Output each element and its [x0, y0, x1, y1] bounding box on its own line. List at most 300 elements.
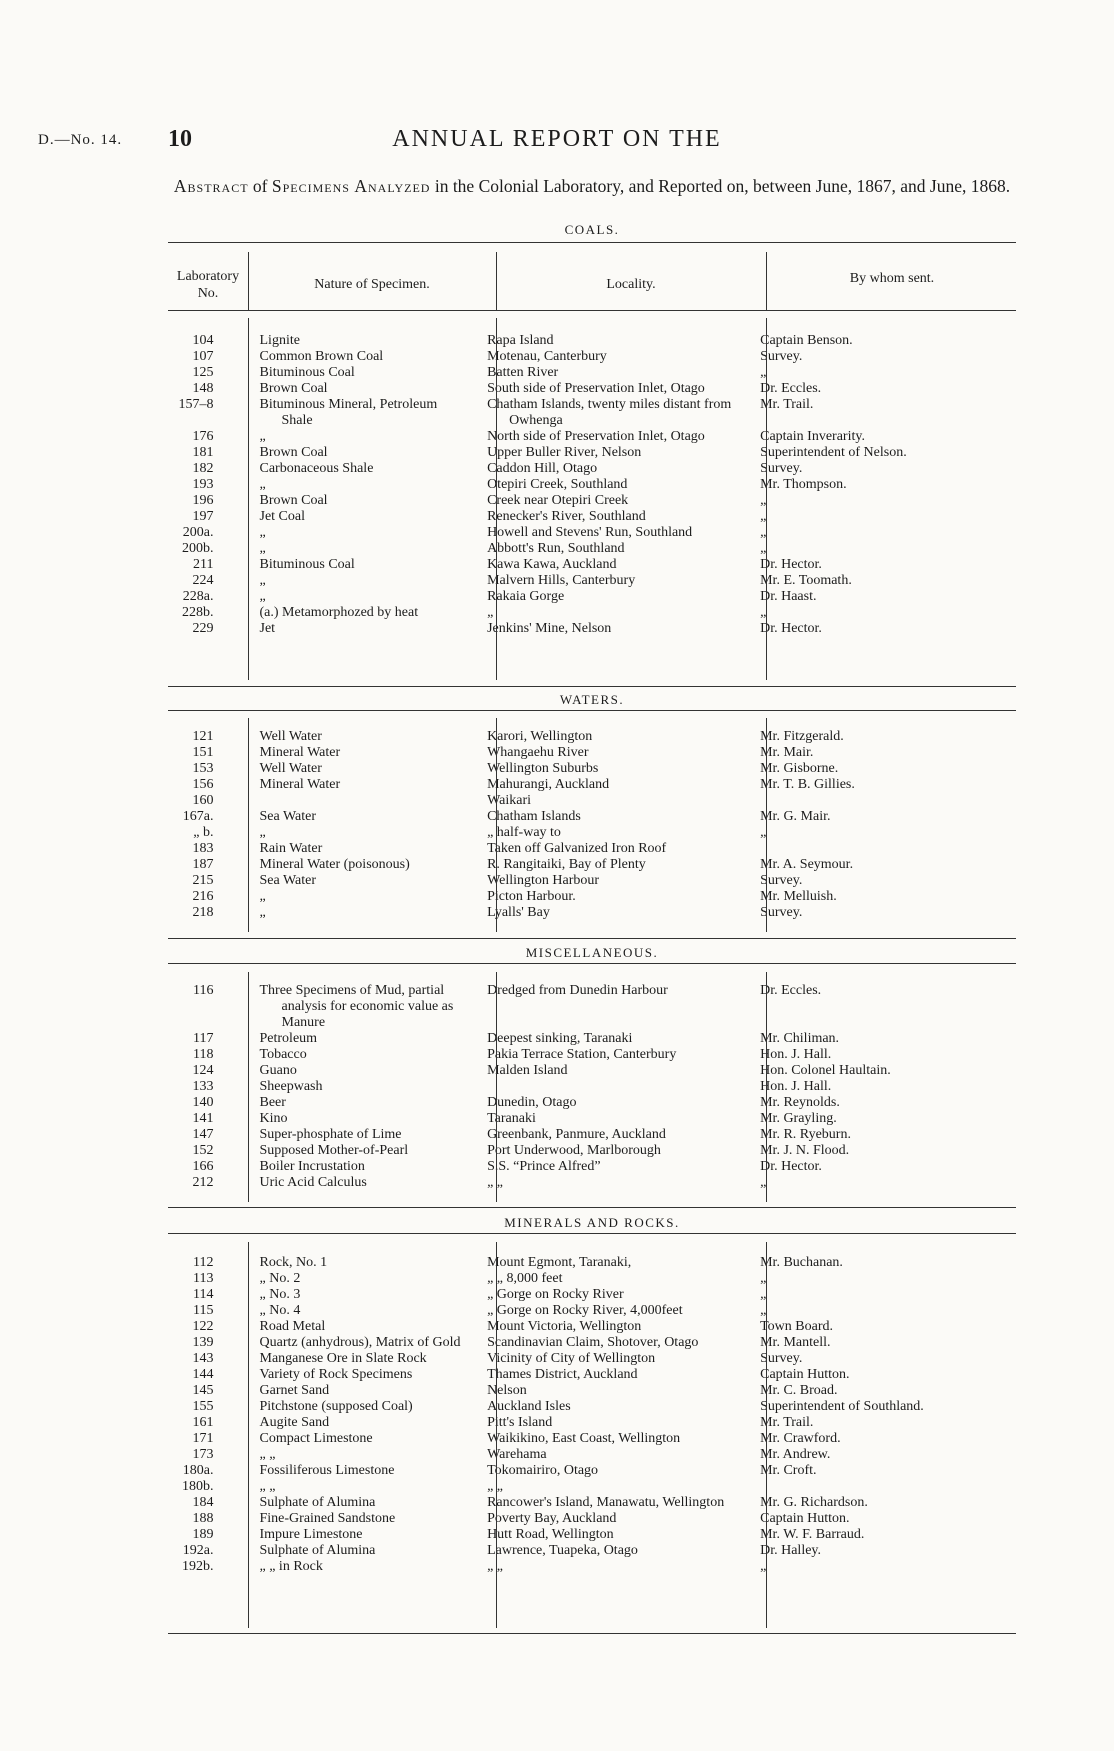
- locality-cell: Upper Buller River, Nelson: [487, 445, 642, 460]
- section-title-minerals: MINERALS AND ROCKS.: [504, 1215, 680, 1230]
- nature-cell: Compact Limestone: [259, 1431, 373, 1446]
- vrule-waters-1: [248, 718, 249, 932]
- locality-cell: „ „: [487, 1479, 503, 1494]
- table-row: [168, 1511, 1016, 1527]
- table-row: [168, 761, 1016, 777]
- lab-number-cell: 104: [192, 333, 214, 348]
- nature-cell: Lignite: [259, 333, 300, 348]
- nature-cell: Manganese Ore in Slate Rock: [259, 1351, 427, 1366]
- lab-number-cell: 183: [192, 841, 214, 856]
- lab-number-cell: 224: [192, 573, 214, 588]
- lab-number-cell: 156: [192, 777, 214, 792]
- document-reference: D.—No. 14.: [38, 132, 123, 148]
- lab-number-cell: 215: [192, 873, 214, 888]
- lab-number-cell: 161: [192, 1415, 214, 1430]
- locality-cell: Waikikino, East Coast, Wellington: [487, 1431, 681, 1446]
- nature-cell: Beer: [259, 1095, 286, 1110]
- lab-number-cell: 229: [192, 621, 214, 636]
- vrule-misc-3: [766, 972, 767, 1202]
- sender-cell: Dr. Halley.: [760, 1543, 822, 1558]
- locality-cell: Mount Victoria, Wellington: [487, 1319, 642, 1334]
- lab-number-cell: 147: [192, 1127, 214, 1142]
- sender-cell: Dr. Hector.: [760, 557, 822, 572]
- locality-cell: Waikari: [487, 793, 532, 808]
- lab-number-cell: 176: [192, 429, 214, 444]
- locality-cell: Rancower's Island, Manawatu, Wellington: [487, 1495, 725, 1510]
- lab-number-cell: 192a.: [182, 1543, 214, 1558]
- nature-cell: Bituminous Mineral, Petroleum Shale: [259, 397, 438, 428]
- nature-cell: Supposed Mother-of-Pearl: [259, 1143, 409, 1158]
- sender-cell: Dr. Eccles.: [760, 381, 822, 396]
- lab-number-cell: 133: [192, 1079, 214, 1094]
- sender-cell: Captain Benson.: [760, 333, 853, 348]
- sender-cell: „: [760, 605, 767, 620]
- table-row: [168, 1415, 1016, 1431]
- locality-cell: Scandinavian Claim, Shotover, Otago: [487, 1335, 699, 1350]
- table-row: [168, 1271, 1016, 1287]
- locality-cell: Deepest sinking, Taranaki: [487, 1031, 633, 1046]
- lab-number-cell: 151: [192, 745, 214, 760]
- table-row: [168, 793, 1016, 809]
- sender-cell: Survey.: [760, 349, 803, 364]
- sender-cell: „: [760, 525, 767, 540]
- locality-cell: „ „: [487, 1175, 503, 1190]
- sender-cell: Mr. C. Broad.: [760, 1383, 838, 1398]
- vrule-header-1: [248, 252, 249, 310]
- table-row: [168, 1127, 1016, 1143]
- table-row: [168, 621, 1016, 637]
- table-row: [168, 381, 1016, 397]
- section-title-coals: COALS.: [564, 222, 620, 237]
- lab-number-cell: 200a.: [182, 525, 214, 540]
- locality-cell: Nelson: [487, 1383, 527, 1398]
- vrule-waters-2: [496, 718, 497, 932]
- locality-cell: Caddon Hill, Otago: [487, 461, 598, 476]
- table-row: [168, 905, 1016, 921]
- vrule-waters-3: [766, 718, 767, 932]
- locality-cell: North side of Preservation Inlet, Otago: [487, 429, 705, 444]
- nature-cell: „ „ in Rock: [259, 1559, 323, 1574]
- nature-cell: Mineral Water (poisonous): [259, 857, 410, 872]
- vrule-header-2: [496, 252, 497, 310]
- table-row: [168, 1175, 1016, 1191]
- lab-number-cell: 193: [192, 477, 214, 492]
- table-row: [168, 1319, 1016, 1335]
- lab-number-cell: 187: [192, 857, 214, 872]
- nature-cell: „: [259, 573, 266, 588]
- lab-number-cell: 184: [192, 1495, 214, 1510]
- nature-cell: Augite Sand: [259, 1415, 330, 1430]
- locality-cell: Abbott's Run, Southland: [487, 541, 625, 556]
- locality-cell: Lyalls' Bay: [487, 905, 550, 920]
- nature-cell: Bituminous Coal: [259, 365, 355, 380]
- lab-number-cell: „ b.: [193, 825, 214, 840]
- locality-cell: Greenbank, Panmure, Auckland: [487, 1127, 666, 1142]
- sender-cell: „: [760, 1559, 767, 1574]
- lab-number-cell: 113: [193, 1271, 214, 1286]
- nature-cell: Sea Water: [259, 809, 317, 824]
- nature-cell: „ No. 3: [259, 1287, 301, 1302]
- lab-number-cell: 155: [192, 1399, 214, 1414]
- table-row: [168, 525, 1016, 541]
- lab-number-cell: 121: [192, 729, 214, 744]
- lab-number-cell: 173: [192, 1447, 214, 1462]
- lab-number-cell: 116: [193, 983, 214, 998]
- nature-cell: „: [259, 825, 266, 840]
- nature-cell: Road Metal: [259, 1319, 326, 1334]
- nature-cell: Well Water: [259, 729, 322, 744]
- sender-cell: Mr. Thompson.: [760, 477, 847, 492]
- table-row: [168, 889, 1016, 905]
- sender-cell: „: [760, 1287, 767, 1302]
- locality-cell: South side of Preservation Inlet, Otago: [487, 381, 705, 396]
- locality-cell: Malden Island: [487, 1063, 568, 1078]
- lab-number-cell: 216: [192, 889, 214, 904]
- lab-number-cell: 145: [192, 1383, 214, 1398]
- nature-cell: Common Brown Coal: [259, 349, 384, 364]
- sender-cell: Hon. J. Hall.: [760, 1047, 832, 1062]
- coals-table: [168, 333, 1016, 637]
- table-row: [168, 573, 1016, 589]
- locality-cell: „: [487, 605, 494, 620]
- table-row: [168, 509, 1016, 525]
- sender-cell: Mr. Gisborne.: [760, 761, 839, 776]
- vrule-header-3: [766, 252, 767, 310]
- column-header-lab-no: Laboratory No.: [176, 269, 240, 301]
- table-row: [168, 557, 1016, 573]
- nature-cell: Kino: [259, 1111, 288, 1126]
- page-number: 10: [168, 126, 192, 152]
- nature-cell: Brown Coal: [259, 493, 328, 508]
- sender-cell: Mr. Melluish.: [760, 889, 837, 904]
- sender-cell: Mr. R. Ryeburn.: [760, 1127, 851, 1142]
- sender-cell: Captain Hutton.: [760, 1367, 850, 1382]
- misc-bottom-rule: [168, 1207, 1016, 1208]
- table-row: [168, 1159, 1016, 1175]
- table-row: [168, 1095, 1016, 1111]
- locality-cell: Tokomairiro, Otago: [487, 1463, 599, 1478]
- table-row: [168, 1367, 1016, 1383]
- sender-cell: Captain Inverarity.: [760, 429, 865, 444]
- sender-cell: Town Board.: [760, 1319, 834, 1334]
- sender-cell: Mr. G. Mair.: [760, 809, 831, 824]
- table-row: [168, 809, 1016, 825]
- nature-cell: „ No. 2: [259, 1271, 301, 1286]
- sender-cell: Dr. Hector.: [760, 621, 822, 636]
- nature-cell: „ „: [259, 1479, 276, 1494]
- minerals-top-rule: [168, 1233, 1016, 1234]
- nature-cell: „: [259, 429, 266, 444]
- sender-cell: Survey.: [760, 905, 803, 920]
- sender-cell: Mr. Trail.: [760, 397, 814, 412]
- sender-cell: „: [760, 1175, 767, 1190]
- table-bottom-rule: [168, 1633, 1016, 1634]
- locality-cell: Dunedin, Otago: [487, 1095, 577, 1110]
- nature-cell: Guano: [259, 1063, 297, 1078]
- locality-cell: Warehama: [487, 1447, 547, 1462]
- nature-cell: Fine-Grained Sandstone: [259, 1511, 396, 1526]
- vrule-coals-1: [248, 318, 249, 680]
- locality-cell: „ half-way to: [487, 825, 561, 840]
- coals-bottom-rule: [168, 686, 1016, 687]
- column-header-locality: Locality.: [606, 277, 656, 292]
- nature-cell: Tobacco: [259, 1047, 307, 1062]
- table-row: [168, 1031, 1016, 1047]
- lab-number-cell: 140: [192, 1095, 214, 1110]
- table-row: [168, 1287, 1016, 1303]
- nature-cell: Uric Acid Calculus: [259, 1175, 367, 1190]
- table-top-rule: [168, 242, 1016, 243]
- sender-cell: Mr. Trail.: [760, 1415, 814, 1430]
- locality-cell: Malvern Hills, Canterbury: [487, 573, 636, 588]
- sender-cell: Mr. Reynolds.: [760, 1095, 840, 1110]
- lab-number-cell: 171: [192, 1431, 214, 1446]
- nature-cell: Mineral Water: [259, 745, 341, 760]
- table-row: [168, 429, 1016, 445]
- lab-number-cell: 200b.: [182, 541, 214, 556]
- table-row: [168, 1399, 1016, 1415]
- sender-cell: Mr. J. N. Flood.: [760, 1143, 850, 1158]
- table-row: [168, 397, 1016, 429]
- nature-cell: Three Specimens of Mud, partial analysis for economic value as Manure: [259, 983, 454, 1030]
- locality-cell: Thames District, Auckland: [487, 1367, 638, 1382]
- table-row: [168, 1143, 1016, 1159]
- sender-cell: Mr. Buchanan.: [760, 1255, 843, 1270]
- lab-number-cell: 124: [192, 1063, 214, 1078]
- locality-cell: Picton Harbour.: [487, 889, 576, 904]
- misc-top-rule: [168, 963, 1016, 964]
- vrule-misc-1: [248, 972, 249, 1202]
- nature-cell: „: [259, 541, 266, 556]
- locality-cell: Chatham Islands, twenty miles distant from Owhenga: [487, 397, 732, 428]
- lab-number-cell: 166: [192, 1159, 214, 1174]
- table-row: [168, 1463, 1016, 1479]
- locality-cell: Auckland Isles: [487, 1399, 571, 1414]
- vrule-coals-2: [496, 318, 497, 680]
- lab-number-cell: 180b.: [182, 1479, 214, 1494]
- locality-cell: „ Gorge on Rocky River, 4,000feet: [487, 1303, 683, 1318]
- sender-cell: Mr. Chiliman.: [760, 1031, 840, 1046]
- vrule-misc-2: [496, 972, 497, 1202]
- locality-cell: Jenkins' Mine, Nelson: [487, 621, 612, 636]
- locality-cell: Mahurangi, Auckland: [487, 777, 610, 792]
- nature-cell: Garnet Sand: [259, 1383, 330, 1398]
- table-row: [168, 365, 1016, 381]
- sender-cell: Mr. E. Toomath.: [760, 573, 852, 588]
- lab-number-cell: 107: [192, 349, 214, 364]
- page-title: ANNUAL REPORT ON THE: [392, 126, 722, 152]
- locality-cell: Mount Egmont, Taranaki,: [487, 1255, 632, 1270]
- table-row: [168, 1527, 1016, 1543]
- lab-number-cell: 218: [192, 905, 214, 920]
- sender-cell: Mr. Fitzgerald.: [760, 729, 844, 744]
- locality-cell: „ „: [487, 1559, 503, 1574]
- table-row: [168, 1111, 1016, 1127]
- nature-cell: Sulphate of Alumina: [259, 1543, 376, 1558]
- locality-cell: Dredged from Dunedin Harbour: [487, 983, 668, 998]
- sender-cell: Dr. Eccles.: [760, 983, 822, 998]
- locality-cell: S.S. “Prince Alfred”: [487, 1159, 601, 1174]
- lab-number-cell: 197: [192, 509, 214, 524]
- nature-cell: Sea Water: [259, 873, 317, 888]
- locality-cell: Creek near Otepiri Creek: [487, 493, 629, 508]
- sender-cell: Mr. Grayling.: [760, 1111, 837, 1126]
- sender-cell: „: [760, 493, 767, 508]
- lab-number-cell: 189: [192, 1527, 214, 1542]
- table-row: [168, 729, 1016, 745]
- lab-number-cell: 117: [193, 1031, 214, 1046]
- locality-cell: Batten River: [487, 365, 559, 380]
- page-header: [0, 126, 1114, 156]
- section-title-miscellaneous: MISCELLANEOUS.: [525, 945, 659, 960]
- sender-cell: Survey.: [760, 461, 803, 476]
- table-row: [168, 825, 1016, 841]
- sender-cell: „: [760, 1271, 767, 1286]
- nature-cell: Boiler Incrustation: [259, 1159, 365, 1174]
- sender-cell: Mr. T. B. Gillies.: [760, 777, 855, 792]
- locality-cell: Hutt Road, Wellington: [487, 1527, 614, 1542]
- sender-cell: Superintendent of Nelson.: [760, 445, 907, 460]
- locality-cell: Taranaki: [487, 1111, 536, 1126]
- lab-number-cell: 196: [192, 493, 214, 508]
- lab-number-cell: 181: [192, 445, 214, 460]
- lab-number-cell: 182: [192, 461, 214, 476]
- table-row: [168, 1255, 1016, 1271]
- nature-cell: Super-phosphate of Lime: [259, 1127, 402, 1142]
- sender-cell: „: [760, 541, 767, 556]
- table-row: [168, 461, 1016, 477]
- nature-cell: „ „: [259, 1447, 276, 1462]
- sender-cell: Superintendent of Southland.: [760, 1399, 924, 1414]
- abstract-specimens: Specimens Analyzed: [271, 176, 431, 196]
- table-row: [168, 1479, 1016, 1495]
- locality-cell: R. Rangitaiki, Bay of Plenty: [487, 857, 646, 872]
- sender-cell: Mr. Andrew.: [760, 1447, 831, 1462]
- sender-cell: Dr. Hector.: [760, 1159, 822, 1174]
- locality-cell: Renecker's River, Southland: [487, 509, 646, 524]
- sender-cell: Survey.: [760, 873, 803, 888]
- table-row: [168, 1063, 1016, 1079]
- vrule-minerals-1: [248, 1242, 249, 1628]
- locality-cell: Wellington Suburbs: [487, 761, 599, 776]
- sender-cell: Survey.: [760, 1351, 803, 1366]
- nature-cell: „: [259, 905, 266, 920]
- nature-cell: Impure Limestone: [259, 1527, 363, 1542]
- locality-cell: Pitt's Island: [487, 1415, 553, 1430]
- lab-number-cell: 188: [192, 1511, 214, 1526]
- nature-cell: Rain Water: [259, 841, 323, 856]
- sender-cell: Mr. W. F. Barraud.: [760, 1527, 865, 1542]
- locality-cell: Rakaia Gorge: [487, 589, 565, 604]
- lab-number-cell: 139: [192, 1335, 214, 1350]
- lab-number-cell: 180a.: [182, 1463, 214, 1478]
- locality-cell: „ „ 8,000 feet: [487, 1271, 563, 1286]
- nature-cell: Petroleum: [259, 1031, 318, 1046]
- table-row: [168, 1559, 1016, 1575]
- header-bottom-rule: [168, 310, 1016, 311]
- lab-number-cell: 125: [192, 365, 214, 380]
- table-row: [168, 1335, 1016, 1351]
- nature-cell: Bituminous Coal: [259, 557, 355, 572]
- nature-cell: Pitchstone (supposed Coal): [259, 1399, 413, 1414]
- nature-cell: Brown Coal: [259, 381, 328, 396]
- waters-bottom-rule: [168, 938, 1016, 939]
- nature-cell: Mineral Water: [259, 777, 341, 792]
- nature-cell: „: [259, 889, 266, 904]
- lab-number-cell: 228a.: [182, 589, 214, 604]
- table-row: [168, 493, 1016, 509]
- nature-cell: „ No. 4: [259, 1303, 301, 1318]
- sender-cell: Dr. Haast.: [760, 589, 817, 604]
- nature-cell: (a.) Metamorphozed by heat: [259, 605, 419, 620]
- sender-cell: Hon. J. Hall.: [760, 1079, 832, 1094]
- table-row: [168, 541, 1016, 557]
- column-header-by-whom: By whom sent.: [849, 271, 935, 286]
- sender-cell: Mr. Mair.: [760, 745, 814, 760]
- nature-cell: „: [259, 477, 266, 492]
- sender-cell: „: [760, 1303, 767, 1318]
- table-row: [168, 983, 1016, 1031]
- locality-cell: Kawa Kawa, Auckland: [487, 557, 617, 572]
- lab-number-cell: 118: [193, 1047, 214, 1062]
- sender-cell: Mr. A. Seymour.: [760, 857, 854, 872]
- table-row: [168, 1543, 1016, 1559]
- table-row: [168, 445, 1016, 461]
- sender-cell: Mr. Crawford.: [760, 1431, 841, 1446]
- lab-number-cell: 167a.: [182, 809, 214, 824]
- table-row: [168, 1495, 1016, 1511]
- table-row: [168, 1047, 1016, 1063]
- locality-cell: Wellington Harbour: [487, 873, 600, 888]
- lab-number-cell: 153: [192, 761, 214, 776]
- lab-number-cell: 212: [192, 1175, 214, 1190]
- locality-cell: Lawrence, Tuapeka, Otago: [487, 1543, 638, 1558]
- locality-cell: Poverty Bay, Auckland: [487, 1511, 617, 1526]
- sender-cell: Mr. G. Richardson.: [760, 1495, 868, 1510]
- abstract-heading: [168, 176, 1016, 196]
- table-row: [168, 1079, 1016, 1095]
- table-row: [168, 777, 1016, 793]
- vrule-minerals-2: [496, 1242, 497, 1628]
- table-row: [168, 605, 1016, 621]
- table-row: [168, 1447, 1016, 1463]
- table-row: [168, 857, 1016, 873]
- nature-cell: Rock, No. 1: [259, 1255, 328, 1270]
- lab-number-cell: 160: [192, 793, 214, 808]
- sender-cell: „: [760, 365, 767, 380]
- lab-number-cell: 148: [192, 381, 214, 396]
- locality-cell: Port Underwood, Marlborough: [487, 1143, 661, 1158]
- section-title-waters: WATERS.: [559, 692, 625, 707]
- sender-cell: „: [760, 509, 767, 524]
- table-row: [168, 349, 1016, 365]
- locality-cell: „ Gorge on Rocky River: [487, 1287, 624, 1302]
- abstract-word: Abstract: [173, 176, 249, 196]
- lab-number-cell: 112: [193, 1255, 214, 1270]
- nature-cell: „: [259, 525, 266, 540]
- waters-table: [168, 729, 1016, 921]
- table-row: [168, 333, 1016, 349]
- nature-cell: Well Water: [259, 761, 322, 776]
- nature-cell: Jet Coal: [259, 509, 305, 524]
- nature-cell: Jet: [259, 621, 276, 636]
- sender-cell: Captain Hutton.: [760, 1511, 850, 1526]
- lab-number-cell: 192b.: [182, 1559, 214, 1574]
- miscellaneous-table: [168, 983, 1016, 1191]
- locality-cell: Otepiri Creek, Southland: [487, 477, 628, 492]
- locality-cell: Vicinity of City of Wellington: [487, 1351, 656, 1366]
- sender-cell: Hon. Colonel Haultain.: [760, 1063, 891, 1078]
